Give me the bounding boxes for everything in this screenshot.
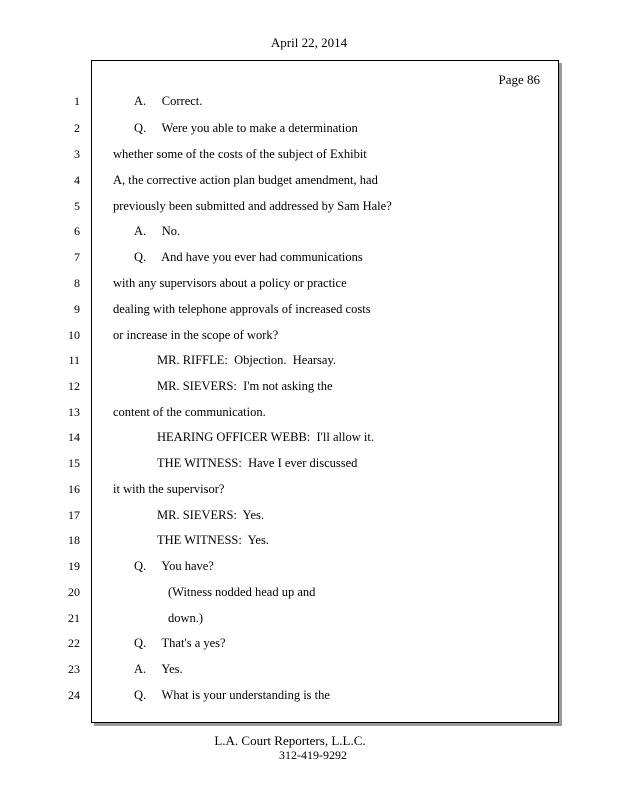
transcript-line: (Witness nodded head up and — [168, 585, 316, 599]
transcript-line: Q. Were you able to make a determination — [134, 121, 358, 135]
line-number: 24 — [68, 688, 80, 702]
transcript-line: Q. You have? — [134, 559, 214, 573]
line-number: 17 — [68, 508, 80, 522]
transcript-line: previously been submitted and addressed by Sam Hale? — [113, 199, 392, 213]
transcript-line: content of the communication. — [113, 405, 266, 419]
line-number: 7 — [74, 250, 80, 264]
line-number: 12 — [68, 379, 80, 393]
line-number: 9 — [74, 302, 80, 316]
line-number: 19 — [68, 559, 80, 573]
transcript-line: down.) — [168, 611, 204, 625]
line-number: 8 — [74, 276, 80, 290]
transcript-line: MR. SIEVERS: I'm not asking the — [157, 379, 333, 393]
transcript-line: HEARING OFFICER WEBB: I'll allow it. — [157, 430, 374, 444]
line-number: 3 — [74, 147, 80, 161]
transcript-line: dealing with telephone approvals of increased costs — [113, 302, 371, 316]
transcript-line: A. Yes. — [134, 662, 183, 676]
line-number: 6 — [74, 224, 80, 238]
line-number: 16 — [68, 482, 80, 496]
transcript-line: or increase in the scope of work? — [113, 328, 279, 342]
transcript-line: THE WITNESS: Have I ever discussed — [157, 456, 358, 470]
line-number: 1 — [74, 94, 80, 108]
footer-company: L.A. Court Reporters, L.L.C. — [214, 733, 366, 748]
line-number: 21 — [68, 611, 80, 625]
transcript-line: it with the supervisor? — [113, 482, 225, 496]
line-number: 22 — [68, 636, 80, 650]
transcript-line: Q. What is your understanding is the — [134, 688, 330, 702]
line-number: 23 — [68, 662, 80, 676]
transcript-line: MR. SIEVERS: Yes. — [157, 508, 264, 522]
line-number: 18 — [68, 533, 80, 547]
header-date: April 22, 2014 — [270, 35, 348, 50]
transcript-line: Q. And have you ever had communications — [134, 250, 363, 264]
line-number: 13 — [68, 405, 80, 419]
line-number: 14 — [68, 430, 80, 444]
footer-phone: 312-419-9292 — [279, 748, 347, 762]
line-number: 15 — [68, 456, 80, 470]
transcript-line: A. Correct. — [134, 94, 203, 108]
transcript-line: A. No. — [134, 224, 181, 238]
line-number: 5 — [74, 199, 80, 213]
page-number: Page 86 — [498, 72, 540, 87]
line-number: 20 — [68, 585, 80, 599]
transcript-line: with any supervisors about a policy or practice — [113, 276, 347, 290]
transcript-line: MR. RIFFLE: Objection. Hearsay. — [157, 353, 337, 367]
transcript-line: whether some of the costs of the subject of Exhibit — [113, 147, 367, 161]
transcript-line: THE WITNESS: Yes. — [157, 533, 269, 547]
line-number: 4 — [74, 173, 80, 187]
transcript-line: Q. That's a yes? — [134, 636, 226, 650]
line-number: 11 — [68, 353, 80, 367]
line-number: 10 — [68, 328, 80, 342]
line-number: 2 — [74, 121, 80, 135]
transcript-line: A, the corrective action plan budget amendment, had — [113, 173, 378, 187]
